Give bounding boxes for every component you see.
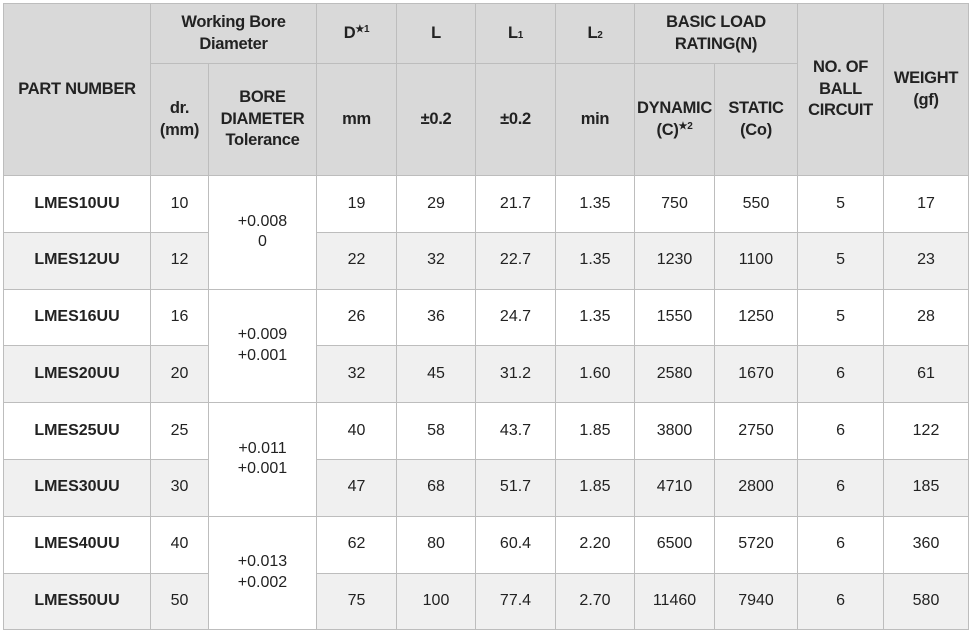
table-row [4,516,969,573]
table-row [4,289,969,346]
part-number-cell: LMES12UU [4,232,151,289]
weight-cell: 580 [884,573,969,630]
static-cell: 7940 [715,573,798,630]
tolerance-lower: +0.002 [237,574,288,592]
col-L2-label: L2 [556,4,635,64]
spec-table-wrapper [3,3,968,630]
static-cell: 1100 [715,232,798,289]
L-cell: 68 [397,459,476,516]
dynamic-cell: 3800 [635,403,715,460]
col-L-tolerance: ±0.2 [397,64,476,176]
table-header [4,4,969,176]
dr-cell: 25 [151,403,209,460]
static-cell: 1250 [715,289,798,346]
part-number-cell: LMES40UU [4,516,151,573]
table-row [4,403,969,460]
tolerance-upper: +0.009 [237,326,288,344]
part-number-cell: LMES20UU [4,346,151,403]
col-working-bore-diameter: Working Bore Diameter [151,4,317,64]
D-cell: 75 [317,573,397,630]
table-body [4,176,969,630]
L-cell: 45 [397,346,476,403]
L1-cell: 43.7 [476,403,556,460]
L1-cell: 22.7 [476,232,556,289]
L-cell: 36 [397,289,476,346]
ball-circuit-cell: 5 [798,176,884,233]
col-basic-load-rating: BASIC LOAD RATING(N) [635,4,798,64]
L1-cell: 51.7 [476,459,556,516]
ball-circuit-cell: 6 [798,346,884,403]
weight-cell: 360 [884,516,969,573]
static-cell: 2800 [715,459,798,516]
ball-circuit-cell: 6 [798,403,884,460]
dr-cell: 16 [151,289,209,346]
weight-cell: 17 [884,176,969,233]
table-row [4,573,969,630]
L-cell: 58 [397,403,476,460]
bore-tolerance-cell [209,403,317,517]
part-number-cell: LMES30UU [4,459,151,516]
tolerance-upper: +0.013 [237,553,288,571]
L-cell: 80 [397,516,476,573]
tolerance-lower: 0 [258,233,267,251]
D-cell: 40 [317,403,397,460]
dr-cell: 20 [151,346,209,403]
L2-cell: 2.70 [556,573,635,630]
weight-cell: 61 [884,346,969,403]
static-cell: 550 [715,176,798,233]
L2-cell: 1.85 [556,403,635,460]
header-row-top [4,4,969,64]
bore-tolerance-cell [209,516,317,630]
weight-cell: 28 [884,289,969,346]
col-dynamic: DYNAMIC $(C)^{★2}$ [635,64,715,176]
L-cell: 100 [397,573,476,630]
D-cell: 32 [317,346,397,403]
static-cell: 1670 [715,346,798,403]
col-bore-tolerance: BORE DIAMETER Tolerance [209,64,317,176]
col-weight: WEIGHT (gf) [884,4,969,176]
L1-cell: 60.4 [476,516,556,573]
col-L1-tolerance: ±0.2 [476,64,556,176]
dr-cell: 30 [151,459,209,516]
col-ball-circuit: NO. OF BALL CIRCUIT [798,4,884,176]
dynamic-cell: 11460 [635,573,715,630]
L2-cell: 1.35 [556,289,635,346]
L1-cell: 21.7 [476,176,556,233]
static-cell: 5720 [715,516,798,573]
table-row [4,459,969,516]
D-cell: 19 [317,176,397,233]
L-cell: 29 [397,176,476,233]
weight-cell: 185 [884,459,969,516]
ball-circuit-cell: 6 [798,459,884,516]
dynamic-cell: 4710 [635,459,715,516]
dr-cell: 10 [151,176,209,233]
L-cell: 32 [397,232,476,289]
linear-bushing-spec-table [3,3,969,630]
bore-tolerance-cell [209,289,317,403]
col-part-number: PART NUMBER [4,4,151,176]
tolerance-lower: +0.001 [237,460,288,478]
tolerance-upper: +0.011 [238,439,287,457]
col-D-label: $D^{★1}$ [317,4,397,64]
part-number-cell: LMES50UU [4,573,151,630]
L1-cell: 31.2 [476,346,556,403]
part-number-cell: LMES16UU [4,289,151,346]
D-cell: 22 [317,232,397,289]
D-cell: 62 [317,516,397,573]
dynamic-cell: 6500 [635,516,715,573]
static-cell: 2750 [715,403,798,460]
D-cell: 26 [317,289,397,346]
col-static: STATIC (Co) [715,64,798,176]
part-number-cell: LMES25UU [4,403,151,460]
col-L1-label: L1 [476,4,556,64]
L2-cell: 2.20 [556,516,635,573]
L2-cell: 1.35 [556,176,635,233]
col-dr: dr. (mm) [151,64,209,176]
ball-circuit-cell: 6 [798,516,884,573]
ball-circuit-cell: 5 [798,289,884,346]
dr-cell: 40 [151,516,209,573]
bore-tolerance-cell [209,176,317,290]
D-cell: 47 [317,459,397,516]
dynamic-cell: 1230 [635,232,715,289]
table-row [4,346,969,403]
col-D-unit: mm [317,64,397,176]
part-number-cell: LMES10UU [4,176,151,233]
L1-cell: 24.7 [476,289,556,346]
ball-circuit-cell: 6 [798,573,884,630]
dynamic-cell: 1550 [635,289,715,346]
table-row [4,232,969,289]
L2-cell: 1.60 [556,346,635,403]
ball-circuit-cell: 5 [798,232,884,289]
dynamic-cell: 750 [635,176,715,233]
weight-cell: 122 [884,403,969,460]
col-L-label: L [397,4,476,64]
tolerance-upper: +0.008 [237,212,288,230]
col-L2-unit: min [556,64,635,176]
table-row [4,176,969,233]
L1-cell: 77.4 [476,573,556,630]
weight-cell: 23 [884,232,969,289]
L2-cell: 1.85 [556,459,635,516]
dr-cell: 50 [151,573,209,630]
dr-cell: 12 [151,232,209,289]
tolerance-lower: +0.001 [237,346,288,364]
dynamic-cell: 2580 [635,346,715,403]
L2-cell: 1.35 [556,232,635,289]
